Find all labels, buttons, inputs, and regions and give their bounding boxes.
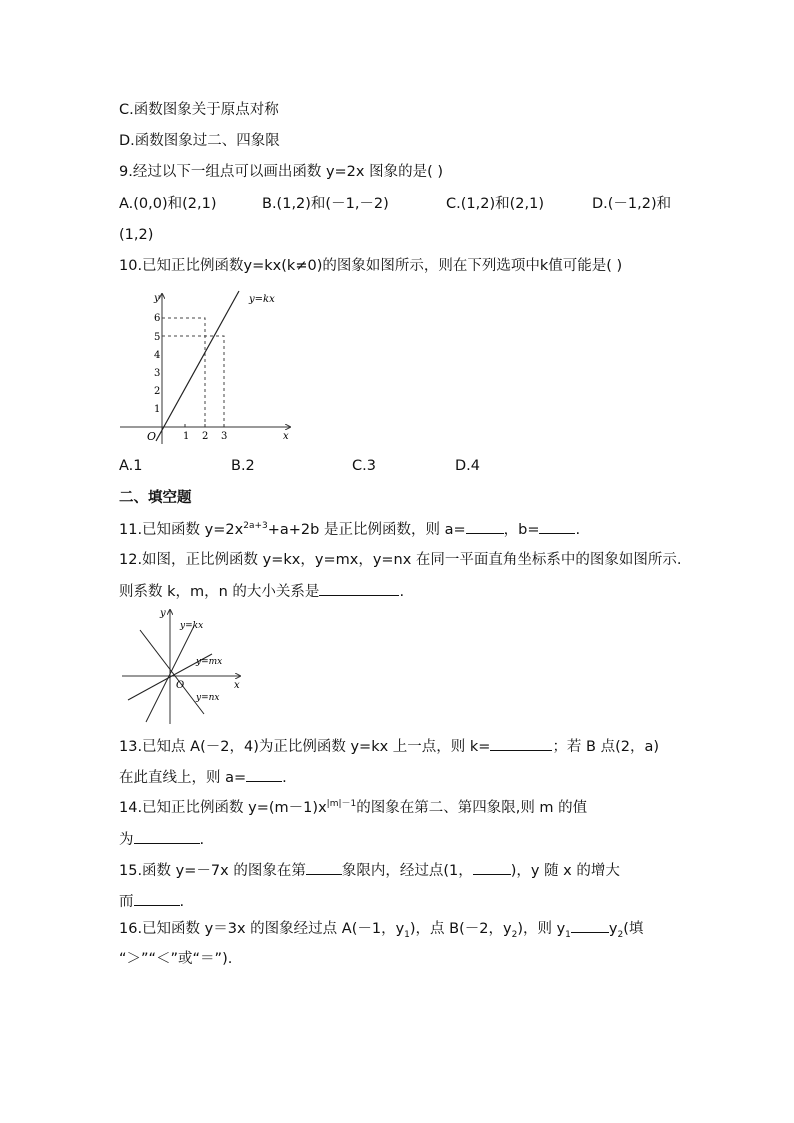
y-tick-6: 6 bbox=[154, 313, 161, 324]
label-kx: y=kx bbox=[180, 621, 204, 631]
q10-option-a: A.1 bbox=[119, 458, 143, 474]
y-axis-label: y bbox=[154, 293, 160, 304]
x-tick-3: 3 bbox=[221, 431, 228, 442]
q10-option-b: B.2 bbox=[231, 458, 255, 474]
x-tick-1: 1 bbox=[183, 431, 190, 442]
answer-blank-b[interactable] bbox=[539, 519, 575, 534]
x-axis-label: x bbox=[283, 431, 289, 442]
question-13-line2: 在此直线上，则 a= . bbox=[119, 767, 287, 788]
answer-blank-point[interactable] bbox=[473, 860, 511, 875]
answer-blank-kmn[interactable] bbox=[319, 581, 399, 596]
y-axis-label: y bbox=[160, 608, 166, 619]
line-label: y=kx bbox=[249, 294, 275, 305]
origin-label: O bbox=[147, 430, 157, 443]
question-13-line1: 13.已知点 A(－2，4)为正比例函数 y=kx 上一点，则 k= ；若 B 点(2，a) bbox=[119, 736, 659, 757]
q10-option-d: D.4 bbox=[455, 458, 480, 474]
q9-option-c: C.(1,2)和(2,1) bbox=[446, 196, 544, 212]
answer-blank-a2[interactable] bbox=[246, 767, 282, 782]
label-mx: y=mx bbox=[196, 657, 223, 667]
q10-option-c: C.3 bbox=[352, 458, 376, 474]
section-heading: 二、填空题 bbox=[119, 490, 192, 506]
question-12-line1: 12.如图，正比例函数 y=kx，y=mx，y=nx 在同一平面直角坐标系中的图象如图所示. bbox=[119, 552, 682, 568]
answer-blank-quadrant[interactable] bbox=[306, 860, 342, 875]
question-11: 11.已知函数 $y=2x^{2a+3}+a+2b$ 是正比例函数，则 a= ，b= . bbox=[119, 519, 580, 540]
question-16-line2: “＞”“＜”或“＝”). bbox=[119, 951, 233, 967]
y-tick-4: 4 bbox=[154, 350, 161, 361]
line-nx bbox=[140, 630, 204, 714]
q9-option-d: D.(－1,2)和 bbox=[592, 196, 672, 212]
origin-label: O bbox=[176, 680, 185, 691]
answer-blank-a[interactable] bbox=[466, 519, 504, 534]
line-kx bbox=[156, 291, 239, 441]
q9-option-d-cont: (1,2) bbox=[119, 227, 154, 243]
question-15-line1: 15.函数 y=－7x 的图象在第 象限内，经过点(1， )，y 随 x 的增大 bbox=[119, 860, 620, 881]
question-15-line2: 而 . bbox=[119, 891, 184, 912]
y-tick-3: 3 bbox=[154, 368, 161, 379]
q10-figure bbox=[118, 286, 303, 448]
question-9: 9.经过以下一组点可以画出函数 y=2x 图象的是( ) bbox=[119, 164, 444, 180]
answer-blank-compare[interactable] bbox=[571, 918, 609, 933]
option-d-prev: D.函数图象过二、四象限 bbox=[119, 133, 280, 149]
answer-blank-trend[interactable] bbox=[134, 891, 180, 906]
question-12-line2: 则系数 k，m，n 的大小关系是 . bbox=[119, 581, 404, 602]
question-16-line1: 16.已知函数 y＝3x 的图象经过点 A(－1，$y_1$)，点 B(－2，$y_2$)，则 $y_1$ $y_2$(填 bbox=[119, 918, 643, 939]
question-14-line1: 14.已知正比例函数 $y=(m-1)x^{|m|-1}$的图象在第二、第四象限,则 m 的值 bbox=[119, 799, 588, 816]
x-tick-2: 2 bbox=[202, 431, 209, 442]
y-tick-1: 1 bbox=[154, 404, 161, 415]
question-10: 10.已知正比例函数y=kx(k≠0)的图象如图所示，则在下列选项中k值可能是( ) bbox=[119, 258, 623, 274]
question-14-line2: 为 . bbox=[119, 829, 204, 850]
guide-6 bbox=[162, 318, 205, 427]
q9-option-a: A.(0,0)和(2,1) bbox=[119, 196, 217, 212]
label-nx: y=nx bbox=[196, 693, 220, 703]
q12-figure bbox=[118, 604, 248, 726]
y-tick-5: 5 bbox=[154, 332, 161, 343]
y-tick-2: 2 bbox=[154, 386, 161, 397]
option-c-prev: C.函数图象关于原点对称 bbox=[119, 102, 279, 118]
q9-option-b: B.(1,2)和(－1,－2) bbox=[262, 196, 389, 212]
answer-blank-m[interactable] bbox=[134, 829, 200, 844]
answer-blank-k[interactable] bbox=[490, 736, 552, 751]
x-axis-label: x bbox=[234, 680, 240, 691]
